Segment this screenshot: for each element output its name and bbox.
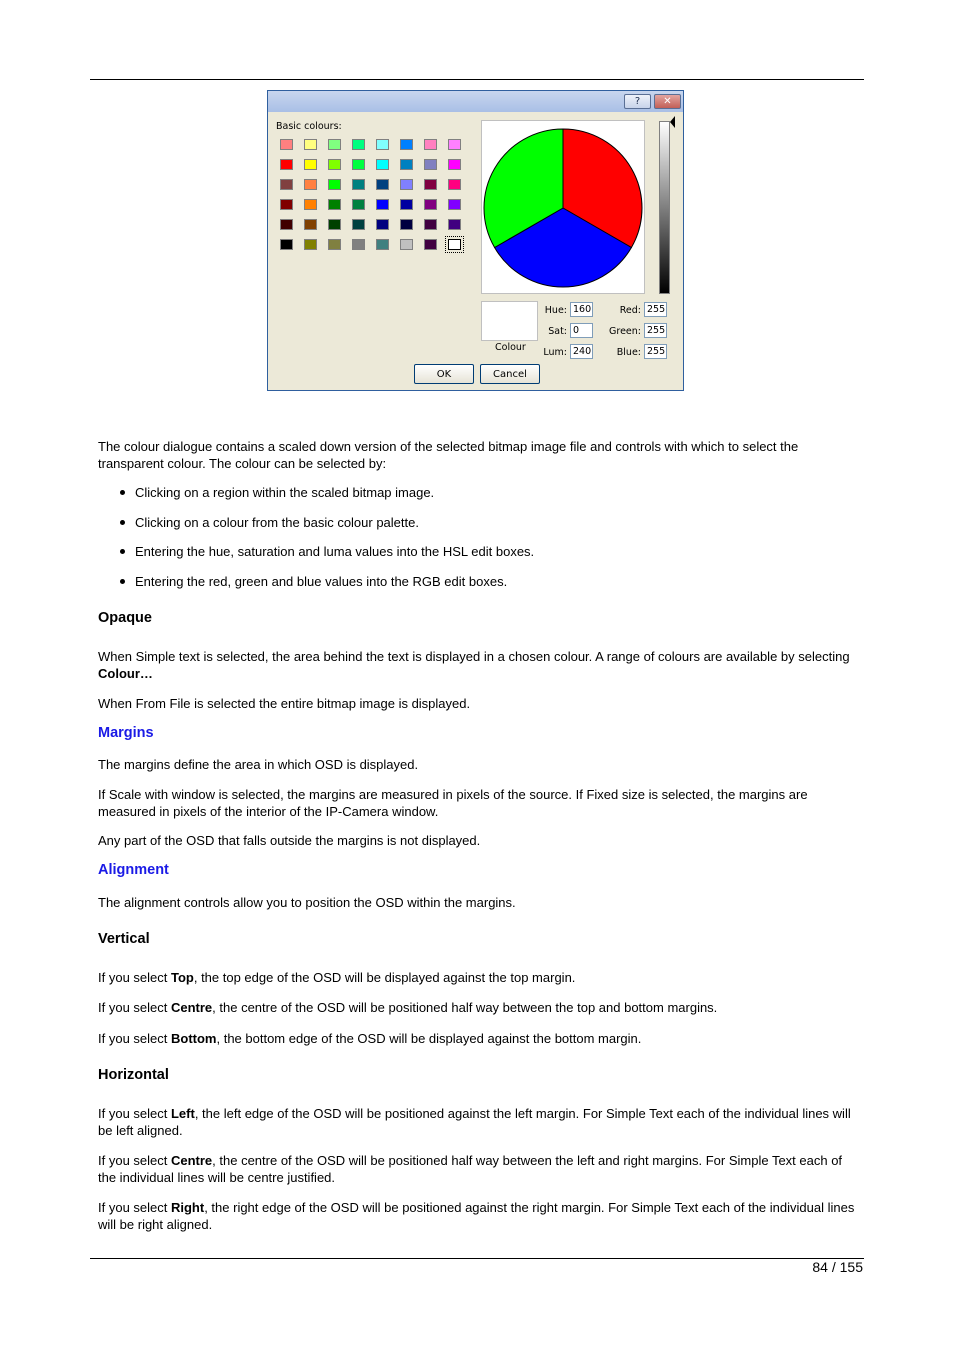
colour-swatch[interactable]	[376, 199, 389, 210]
bullet-icon	[120, 490, 125, 495]
colour-preview-label: Colour	[495, 342, 526, 353]
colour-swatch[interactable]	[376, 219, 389, 230]
page-number: 84 / 155	[812, 1259, 863, 1275]
colour-swatch[interactable]	[280, 239, 293, 250]
colour-swatch[interactable]	[304, 239, 317, 250]
colour-swatch[interactable]	[304, 159, 317, 170]
horizontal-centre-paragraph: If you select Centre, the centre of the OSD will be positioned half way between the left and right margins. For Simple Text each of the individual lines will be centre justified.	[98, 1153, 843, 1185]
colour-swatch[interactable]	[400, 199, 413, 210]
horizontal-heading: Horizontal	[98, 1067, 169, 1083]
lum-label: Lum:	[543, 347, 567, 358]
colour-swatch[interactable]	[424, 179, 437, 190]
colour-swatch[interactable]	[424, 199, 437, 210]
bullet-icon	[120, 520, 125, 525]
close-icon[interactable]: ✕	[654, 94, 681, 109]
colour-swatch[interactable]	[328, 199, 341, 210]
colour-swatch[interactable]	[280, 219, 293, 230]
colour-swatch[interactable]	[376, 179, 389, 190]
horizontal-right-paragraph: If you select Right, the right edge of the OSD will be positioned against the right margin. For Simple Text each of the individual lines will be right aligned.	[98, 1200, 855, 1232]
dialog-titlebar	[268, 91, 683, 112]
colour-swatch[interactable]	[280, 139, 293, 150]
colour-swatch[interactable]	[448, 179, 461, 190]
hue-label: Hue:	[544, 305, 567, 316]
intro-paragraph: The colour dialogue contains a scaled down version of the selected bitmap image file and controls with which to select the transparent colour. The colour can be selected by:	[98, 439, 799, 471]
colour-swatch[interactable]	[424, 239, 437, 250]
colour-wheel[interactable]	[482, 121, 644, 293]
colour-wheel-area[interactable]	[481, 120, 645, 294]
colour-swatch[interactable]	[448, 219, 461, 230]
bullet-icon	[120, 549, 125, 554]
colour-swatch[interactable]	[304, 139, 317, 150]
green-label: Green:	[609, 326, 641, 337]
colour-dialog	[267, 90, 684, 391]
opaque-heading: Opaque	[98, 610, 152, 626]
colour-swatch[interactable]	[280, 159, 293, 170]
colour-swatch[interactable]	[304, 199, 317, 210]
vertical-heading: Vertical	[98, 931, 150, 947]
basic-colours-label: Basic colours:	[276, 121, 342, 132]
colour-swatch[interactable]	[328, 239, 341, 250]
luminance-bar[interactable]	[659, 121, 670, 294]
colour-swatch[interactable]	[328, 179, 341, 190]
colour-swatch[interactable]	[376, 139, 389, 150]
hue-field[interactable]: 160	[570, 302, 593, 317]
colour-swatch[interactable]	[352, 159, 365, 170]
colour-swatch[interactable]	[376, 239, 389, 250]
colour-swatch[interactable]	[400, 139, 413, 150]
colour-swatch[interactable]	[304, 219, 317, 230]
blue-label: Blue:	[616, 347, 641, 358]
margins-paragraph-1: The margins define the area in which OSD is displayed.	[98, 757, 419, 772]
margins-paragraph-2: If Scale with window is selected, the margins are measured in pixels of the source. If Fixed size is selected, the margins are measured in pixels of the interior of the IP-Camera window.	[98, 787, 808, 819]
help-icon[interactable]: ?	[624, 94, 651, 109]
colour-swatch[interactable]	[448, 139, 461, 150]
colour-swatch[interactable]	[352, 219, 365, 230]
ok-button[interactable]: OK	[414, 364, 474, 384]
vertical-centre-paragraph: If you select Centre, the centre of the OSD will be positioned half way between the top and bottom margins.	[98, 1000, 718, 1015]
colour-swatch[interactable]	[400, 239, 413, 250]
colour-swatch[interactable]	[280, 199, 293, 210]
lum-field[interactable]: 240	[570, 344, 593, 359]
colour-swatch[interactable]	[328, 219, 341, 230]
colour-swatch[interactable]	[352, 239, 365, 250]
colour-swatch[interactable]	[352, 199, 365, 210]
colour-swatch[interactable]	[424, 219, 437, 230]
vertical-bottom-paragraph: If you select Bottom, the bottom edge of the OSD will be displayed against the bottom margin.	[98, 1031, 642, 1046]
colour-swatch[interactable]	[280, 179, 293, 190]
colour-swatch[interactable]	[400, 219, 413, 230]
colour-swatch[interactable]	[424, 159, 437, 170]
colour-swatch[interactable]	[448, 199, 461, 210]
colour-swatch[interactable]	[424, 139, 437, 150]
luminance-slider-arrow-icon[interactable]	[670, 116, 675, 128]
colour-swatch[interactable]	[328, 159, 341, 170]
horizontal-left-paragraph: If you select Left, the left edge of the OSD will be positioned against the left margin. For Simple Text each of the individual lines will be left aligned.	[98, 1106, 851, 1138]
sat-label: Sat:	[548, 326, 567, 337]
colour-swatch[interactable]	[400, 179, 413, 190]
margins-heading[interactable]: Margins	[98, 725, 154, 741]
colour-swatch[interactable]	[448, 159, 461, 170]
blue-field[interactable]: 255	[644, 344, 667, 359]
green-field[interactable]: 255	[644, 323, 667, 338]
colour-swatch[interactable]	[400, 159, 413, 170]
colour-swatch[interactable]	[376, 159, 389, 170]
sat-field[interactable]: 0	[570, 323, 593, 338]
cancel-button[interactable]: Cancel	[480, 364, 540, 384]
opaque-paragraph-1: When Simple text is selected, the area behind the text is displayed in a chosen colour. A range of colours are available by selecting Colour…	[98, 649, 850, 681]
footer-rule	[90, 1258, 864, 1259]
bullet-icon	[120, 579, 125, 584]
colour-swatch[interactable]	[328, 139, 341, 150]
alignment-paragraph: The alignment controls allow you to position the OSD within the margins.	[98, 895, 516, 910]
margins-paragraph-3: Any part of the OSD that falls outside the margins is not displayed.	[98, 833, 481, 848]
colour-swatch[interactable]	[352, 139, 365, 150]
vertical-top-paragraph: If you select Top, the top edge of the OSD will be displayed against the top margin.	[98, 970, 576, 985]
alignment-heading[interactable]: Alignment	[98, 862, 169, 878]
colour-swatch[interactable]	[304, 179, 317, 190]
colour-swatch[interactable]	[448, 239, 461, 250]
opaque-paragraph-2: When From File is selected the entire bitmap image is displayed.	[98, 696, 471, 711]
header-rule	[90, 79, 864, 80]
red-label: Red:	[619, 305, 641, 316]
red-field[interactable]: 255	[644, 302, 667, 317]
colour-swatch[interactable]	[352, 179, 365, 190]
